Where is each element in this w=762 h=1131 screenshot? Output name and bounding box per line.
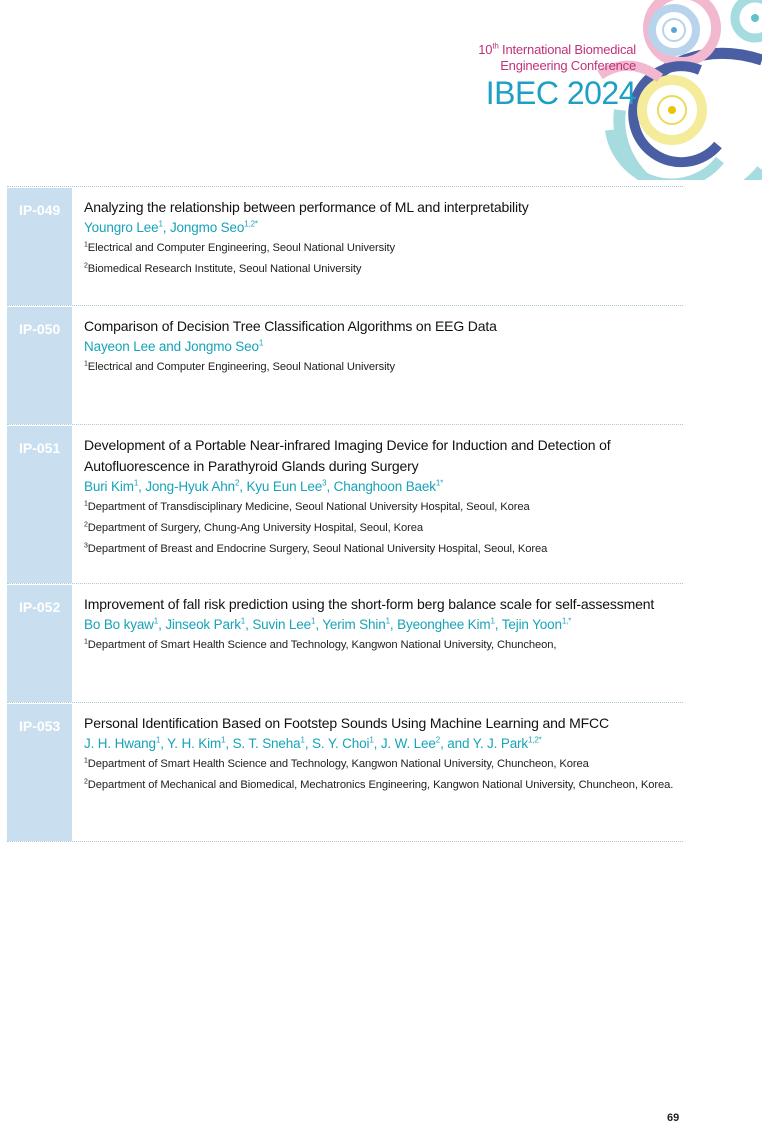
entry-title: Comparison of Decision Tree Classification Algorithms on EEG Data [84, 318, 497, 334]
entry-affiliation [84, 539, 683, 560]
affiliation-text: Biomedical Research Institute, Seoul National University [87, 263, 362, 275]
author-affiliation-mark: 2 [234, 478, 240, 488]
author-separator: , [304, 736, 313, 751]
affiliation-mark: 1 [84, 360, 88, 368]
author-name: J. H. Hwang [84, 736, 156, 751]
author-separator: , [158, 617, 166, 632]
entry-code: IP-051 [19, 440, 61, 456]
entry-affiliation [84, 518, 683, 539]
conference-name-line-1 [478, 42, 636, 58]
affiliation-mark: 2 [84, 778, 88, 786]
author-name: S. Y. Choi [312, 736, 370, 751]
entry-authors [84, 734, 683, 754]
affiliation-mark: 2 [84, 521, 88, 529]
entry-code: IP-052 [19, 599, 61, 615]
header-decoration-rings [0, 0, 762, 180]
affiliation-text: Electrical and Computer Engineering, Seoul National University [87, 242, 396, 254]
affiliation-text: Electrical and Computer Engineering, Seoul National University [87, 361, 396, 373]
author-affiliation-mark: 1 [369, 735, 374, 745]
affiliation-text: Department of Transdisciplinary Medicine, Seoul National University Hospital, Seoul, Korea [87, 501, 530, 513]
author-affiliation-mark: 1 [221, 735, 226, 745]
affiliation-mark: 1 [84, 241, 88, 249]
entry-code: IP-049 [19, 202, 61, 218]
affiliation-text: Department of Smart Health Science and Technology, Kangwon National University, Chuncheon, Korea [87, 758, 589, 770]
author-separator: , [326, 479, 334, 494]
author-affiliation-mark: 1,* [561, 616, 572, 626]
affiliation-mark: 1 [84, 638, 88, 646]
author-affiliation-mark: 3 [322, 478, 327, 488]
author-affiliation-mark: 1 [311, 616, 316, 626]
entry-content [84, 435, 683, 560]
entry-affiliation [84, 259, 683, 280]
affiliation-text: Department of Mechanical and Biomedical, Mechatronics Engineering, Kangwon National University, Chuncheon, Korea. [87, 779, 674, 791]
affiliation-mark: 2 [84, 262, 88, 270]
entry-code-column [7, 426, 72, 583]
entry-code: IP-050 [19, 321, 61, 337]
author-separator: , [315, 617, 323, 632]
entry-title: Development of a Portable Near-infrared Imaging Device for Induction and Detection of Autofluorescence in Parathyroid Glands during Surgery [84, 437, 611, 474]
author-name: Nayeon Lee and Jongmo Seo [84, 339, 259, 354]
author-name: Jongmo Seo [169, 220, 245, 235]
author-name: Yerim Shin [322, 617, 386, 632]
author-name: Bo Bo kyaw [84, 617, 154, 632]
affiliation-text: Department of Surgery, Chung-Ang University Hospital, Seoul, Korea [87, 522, 423, 534]
entry-affiliation [84, 775, 683, 796]
author-name: J. W. Lee [380, 736, 436, 751]
author-separator: , [373, 736, 381, 751]
author-name: Y. J. Park [472, 736, 528, 751]
author-name: Jinseok Park [165, 617, 241, 632]
entry-code: IP-053 [19, 718, 61, 734]
author-separator: , [389, 617, 398, 632]
author-separator: , [225, 736, 233, 751]
author-affiliation-mark: 1 [300, 735, 305, 745]
entry-affiliation [84, 357, 683, 378]
author-name: Suvin Lee [252, 617, 312, 632]
conference-name-line-2: Engineering Conference [500, 58, 636, 73]
author-affiliation-mark: 1 [258, 338, 264, 348]
entry-authors [84, 477, 683, 497]
abstract-list [7, 186, 683, 842]
author-affiliation-mark: 1 [158, 219, 163, 229]
entry-code-column [7, 704, 72, 841]
author-affiliation-mark: 1 [153, 616, 159, 626]
abstract-entry [7, 305, 683, 424]
affiliation-text: Department of Breast and Endocrine Surgery, Seoul National University Hospital, Seoul, Korea [87, 543, 548, 555]
author-name: S. T. Sneha [232, 736, 301, 751]
entry-affiliation [84, 635, 683, 656]
author-name: Byeonghee Kim [397, 617, 491, 632]
entry-affiliation [84, 238, 683, 259]
entry-content [84, 594, 683, 656]
author-name: Changhoon Baek [333, 479, 436, 494]
author-name: Youngro Lee [84, 220, 159, 235]
author-affiliation-mark: 2 [435, 735, 441, 745]
author-name: Tejin Yoon [501, 617, 562, 632]
abstract-entry [7, 186, 683, 305]
author-affiliation-mark: 1 [155, 735, 161, 745]
affiliation-mark: 1 [84, 500, 88, 508]
abstract-entry [7, 583, 683, 702]
author-separator: , [494, 617, 502, 632]
author-name: Jong-Hyuk Ahn [145, 479, 235, 494]
conference-ordinal-suffix: th [492, 41, 499, 51]
author-separator: , [160, 736, 168, 751]
conference-ordinal: 10 [478, 42, 493, 57]
entry-authors [84, 218, 683, 238]
page-number: 69 [667, 1112, 680, 1124]
entry-affiliation [84, 497, 683, 518]
author-affiliation-mark: 1 [490, 616, 495, 626]
entry-title: Analyzing the relationship between performance of ML and interpretability [84, 199, 529, 215]
entry-authors [84, 337, 683, 357]
conference-header [478, 42, 636, 110]
author-name: Y. H. Kim [167, 736, 222, 751]
author-separator: , [138, 479, 146, 494]
author-separator: , [162, 220, 170, 235]
author-affiliation-mark: 1 [240, 616, 246, 626]
entry-title: Personal Identification Based on Footstep Sounds Using Machine Learning and MFCC [84, 715, 609, 731]
entry-title: Improvement of fall risk prediction using the short-form berg balance scale for self-assessment [84, 596, 655, 612]
entry-code-column [7, 307, 72, 424]
entry-content [84, 316, 683, 378]
author-affiliation-mark: 1* [435, 478, 444, 488]
entry-authors [84, 615, 683, 635]
entry-content [84, 713, 683, 796]
author-affiliation-mark: 1,2* [528, 735, 542, 745]
affiliation-text: Department of Smart Health Science and Technology, Kangwon National University, Chuncheon, [87, 639, 557, 651]
entry-content [84, 197, 683, 280]
author-separator: , and [440, 736, 473, 751]
author-separator: , [239, 479, 247, 494]
affiliation-mark: 1 [84, 757, 88, 765]
author-affiliation-mark: 1,2* [244, 219, 258, 229]
conference-name-rest: International Biomedical [502, 42, 636, 57]
entry-code-column [7, 188, 72, 305]
author-affiliation-mark: 1 [385, 616, 390, 626]
entry-affiliation [84, 754, 683, 775]
abstract-entry [7, 424, 683, 583]
author-name: Kyu Eun Lee [246, 479, 323, 494]
author-name: Buri Kim [84, 479, 134, 494]
conference-title: IBEC 2024 [485, 75, 636, 111]
entry-code-column [7, 585, 72, 702]
author-affiliation-mark: 1 [133, 478, 139, 488]
abstract-entry [7, 702, 683, 842]
author-separator: , [245, 617, 253, 632]
affiliation-mark: 3 [84, 542, 88, 550]
